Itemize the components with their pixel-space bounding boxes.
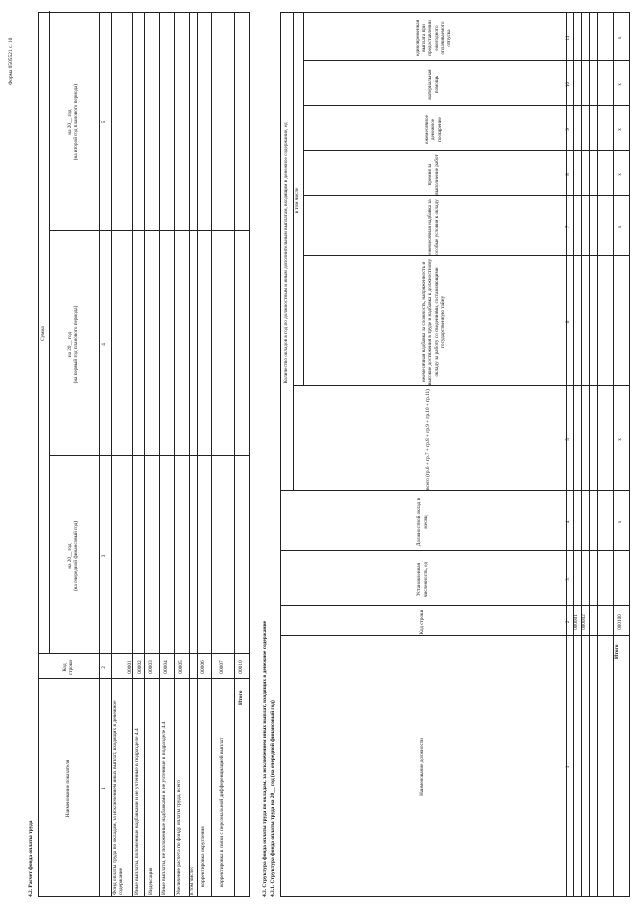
row-3-code: 00003 — [148, 660, 154, 674]
x-mark-9: х — [616, 128, 623, 131]
col-total-header: всего (гр.6 + гр.7 + гр.8 + гр.9 + гр.10 + гр.11) — [425, 389, 432, 490]
col-num-10: 10 — [565, 81, 572, 88]
num-col-5: 5 — [100, 120, 107, 124]
col-num-5: 5 — [565, 438, 572, 441]
num-col-2: 2 — [100, 666, 107, 669]
row-7-code: 00006 — [200, 660, 206, 674]
col-num-2: 2 — [565, 620, 572, 624]
period-2-label: на 20__ год — [66, 331, 73, 358]
x-mark-salary: х — [616, 520, 623, 524]
sub-col-6: ежемесячная надбавка за сложность, напряженность и высокие достижения в труде и надбавка к должностному окладу за работу со сведениями, составляющими государственную тайну — [421, 258, 446, 386]
col-name-header: Наименование показателя — [64, 759, 71, 818]
total-code-2: 000100 — [616, 614, 623, 630]
section-4-2-title: 4.2. Расчет фонда оплаты труда — [28, 820, 34, 897]
x-mark-10: х — [616, 83, 623, 86]
data-code-2: 000002 — [580, 614, 587, 630]
form-code: Форма 0505521 с. 10 — [8, 37, 14, 85]
x-mark-7: х — [616, 225, 623, 229]
row-1-name: Фонд оплаты труда по окладам, за исключением иных выплат, входящих в денежное содержание — [112, 700, 125, 895]
col-code-header: Код строки — [61, 659, 74, 676]
num-col-4: 4 — [100, 343, 107, 346]
sub-col-9: ежемесячное денежное поощрение — [424, 115, 443, 144]
num-col-3: 3 — [100, 554, 107, 558]
col-position-header: Наименование должности — [419, 738, 426, 796]
row-4-name: Иные выплаты, не положенные надбавками и не учтенные в подразделе 4.4 — [161, 721, 167, 895]
sub-col-8: премия за выполнение работ — [427, 154, 440, 195]
x-mark-8: х — [616, 173, 623, 176]
section-4-3-1-title: 4.3.1. Структура фонда оплаты труда на 20__ год (на очередной финансовый год) — [270, 700, 276, 897]
period-1-sub: (на очередной финансовый год) — [73, 520, 79, 592]
period-3 — [48, 12, 98, 232]
period-2 — [48, 232, 98, 457]
period-2-sub: (на первый год планового периода) — [73, 305, 79, 384]
row-6-name: в том числе: — [189, 866, 195, 895]
total-code: 00010 — [238, 660, 244, 674]
row-1-code: 00001 — [127, 660, 133, 674]
col-num-7: 7 — [565, 225, 572, 229]
period-3-sub: (на второй год планового периода) — [73, 83, 79, 161]
x-mark-total: х — [616, 438, 623, 441]
col-num-6: 6 — [565, 320, 572, 324]
num-col-1: 1 — [100, 787, 107, 790]
row-5-name: Увеличение расчета по фонду оплаты труда, всего — [176, 780, 182, 895]
section-4-3-title: 4.3. Структура фонда оплаты труда по окладам, за исключением иных выплат, входящих в денежное содержание — [262, 620, 268, 897]
col-num-3: 3 — [565, 578, 572, 581]
col-num-11: 11 — [565, 35, 572, 41]
row-3-name: Индексация — [148, 867, 154, 895]
sub-col-10: материальная помощь — [427, 69, 440, 100]
row-7-name: корректировка округления — [200, 826, 206, 887]
row-5-code: 00005 — [178, 660, 184, 674]
row-4-code: 00004 — [163, 660, 169, 674]
x-mark-11: х — [616, 36, 623, 40]
group-header: Количество окладов в год по должностным и иным дополнительным выплатам, входящим в денежное содержание, ед — [282, 122, 289, 384]
col-staff-header: Установленная численность, ед — [416, 561, 429, 598]
total-label: Итого — [238, 690, 244, 705]
col-sum-header: Сумма — [39, 326, 46, 341]
col-num-8: 8 — [565, 173, 572, 176]
data-code-1: 000001 — [572, 614, 579, 630]
col-num-4: 4 — [565, 520, 572, 524]
col-salary-header: Должностной оклад в месяц — [416, 497, 429, 547]
row-2-name: Иные выплаты, положенные надбавками и не учтенные в подразделе 4.4 — [134, 728, 140, 895]
total-label-2: Итого — [614, 644, 620, 659]
row-8-code: 00007 — [219, 660, 225, 674]
row-8-name: корректировка в связи с персональной дифференциацией выплат — [219, 737, 225, 887]
sub-col-11: единовременная выплата при предоставлении ежегодного оплачиваемого отпуска — [414, 19, 452, 57]
row-2-code: 00002 — [137, 660, 143, 674]
col-num-1: 1 — [565, 765, 572, 769]
incl-label: в том числе — [293, 187, 300, 214]
sub-col-7: ежемесячная надбавка за особые условия к окладу — [427, 199, 440, 255]
period-3-label: на 20__ год — [66, 109, 73, 135]
col-code-header-2: Код строки — [419, 609, 426, 635]
period-1 — [48, 457, 98, 655]
period-1-label: на 20__ год — [66, 543, 73, 569]
col-num-9: 9 — [565, 128, 572, 131]
